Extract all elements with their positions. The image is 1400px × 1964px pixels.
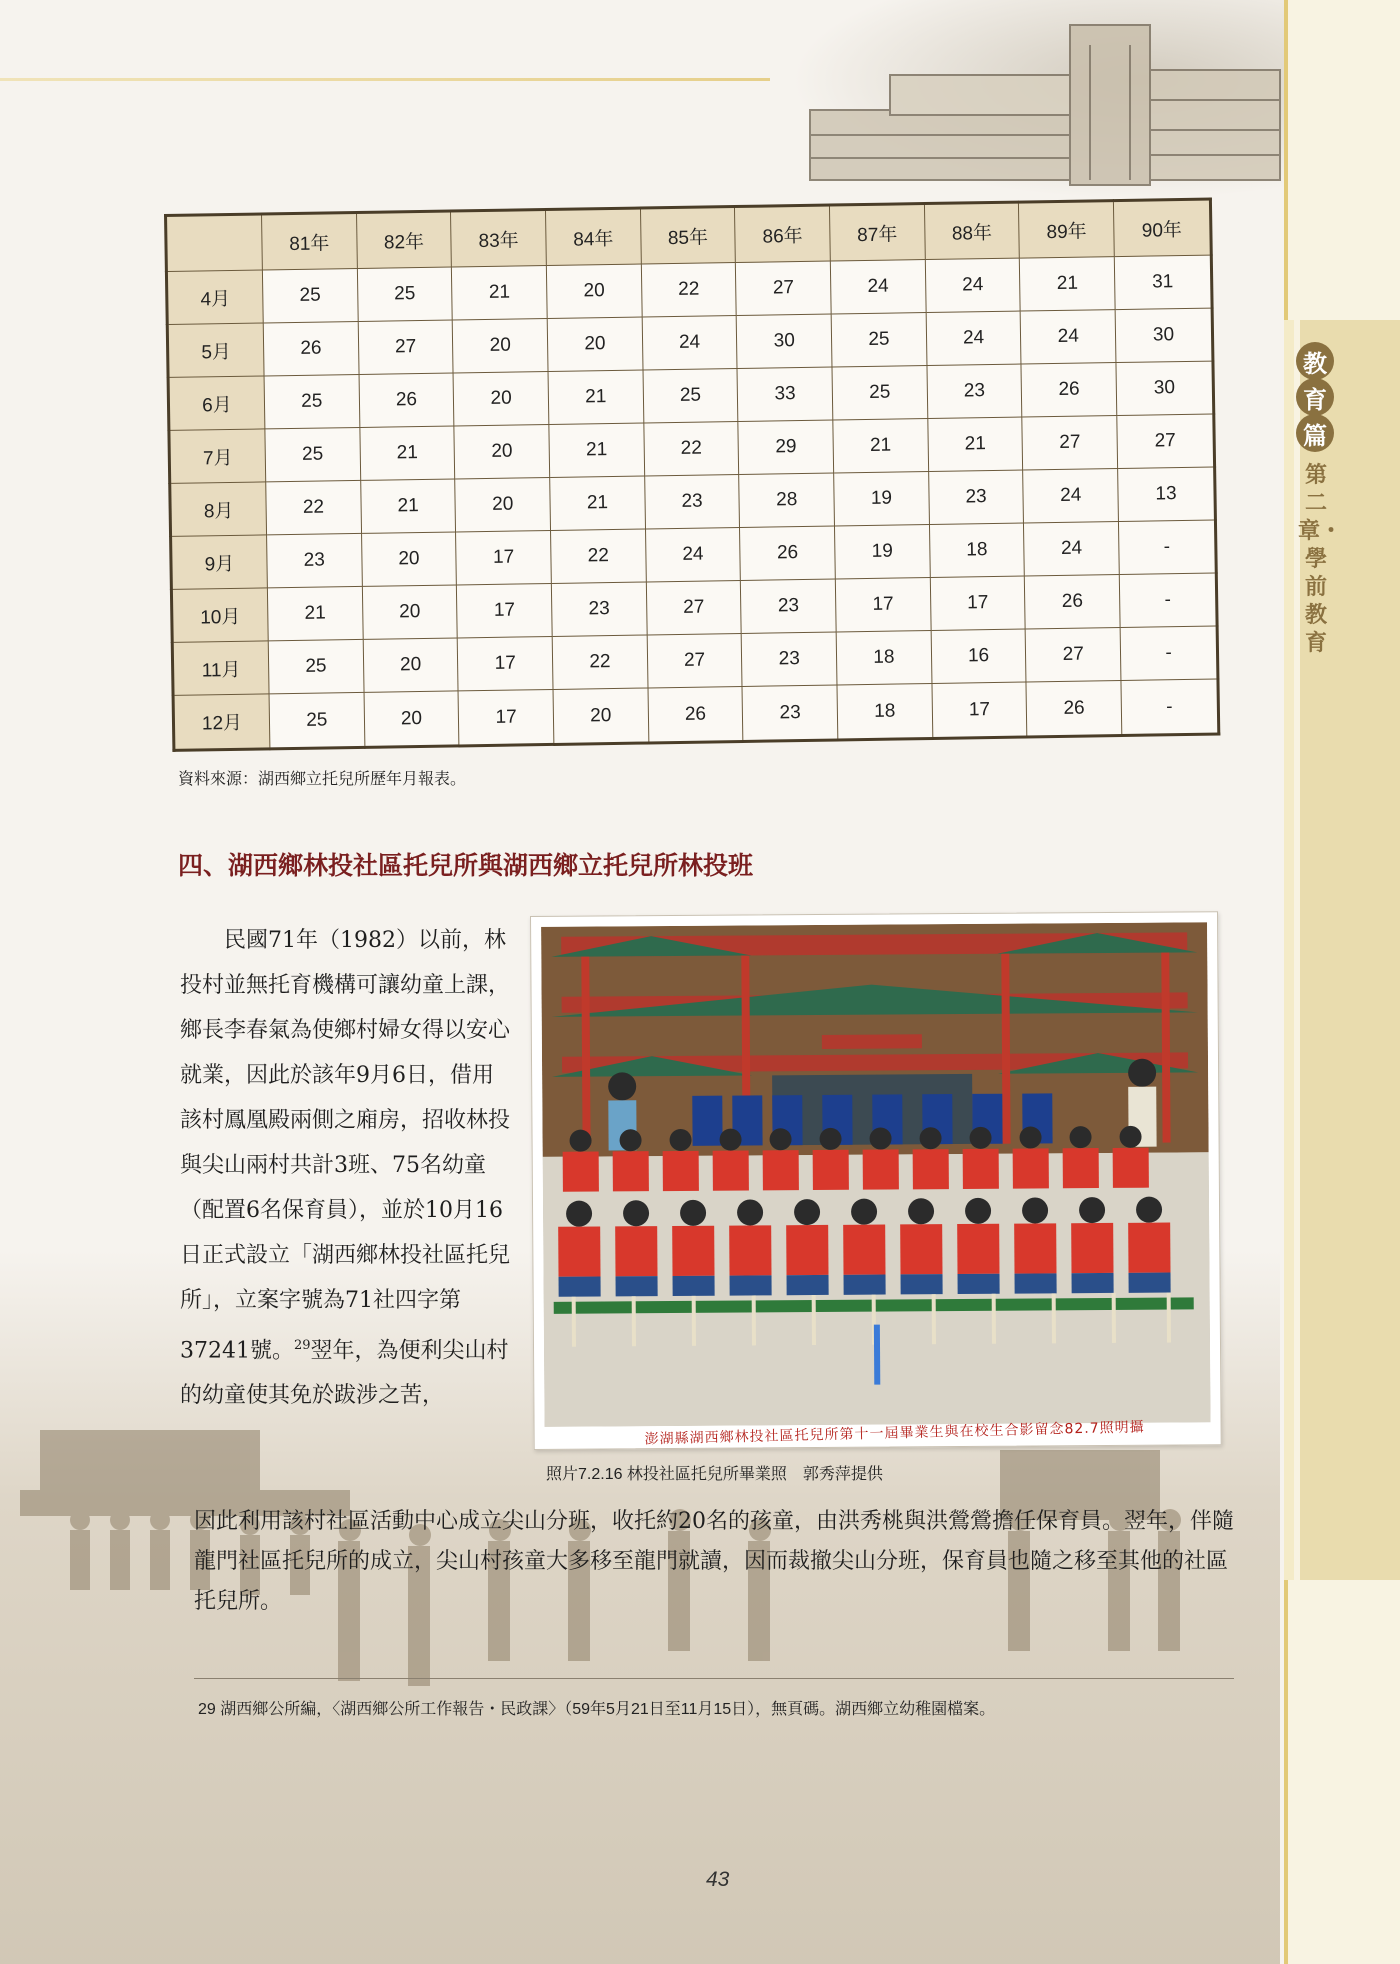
table-cell: 24 <box>1024 522 1119 576</box>
table-cell: 17 <box>930 576 1025 630</box>
table-cell: 25 <box>268 640 363 694</box>
body-text-part-2: 翌年，為便利尖山村的幼童使其免於跋涉之苦， <box>180 1338 509 1409</box>
photo-caption: 照片7.2.16 林投社區托兒所畢業照 郭秀萍提供 <box>546 1466 883 1483</box>
month-header: 7月 <box>169 429 266 484</box>
table-cell: 24 <box>830 260 925 314</box>
table-cell: 30 <box>1116 361 1214 416</box>
right-sidebar <box>1284 0 1400 1964</box>
table-cell: 28 <box>739 473 834 527</box>
table-cell: 24 <box>642 316 737 370</box>
table-cell: 26 <box>263 321 358 375</box>
month-header: 4月 <box>166 270 263 325</box>
table-cell: 17 <box>932 682 1028 738</box>
table-cell: 27 <box>646 581 741 635</box>
table-cell: 29 <box>738 420 833 474</box>
table-cell: 22 <box>552 635 647 689</box>
table-cell: 21 <box>550 476 645 530</box>
table-cell: 27 <box>358 320 453 374</box>
table-cell: 20 <box>453 372 548 426</box>
table-cell: 20 <box>547 317 642 371</box>
body-full-width-text <box>194 1502 1244 1622</box>
table-cell: 17 <box>456 531 551 585</box>
footnote-rule <box>194 1678 1234 1679</box>
table-cell: 17 <box>835 578 930 632</box>
table-cell: 24 <box>1021 310 1116 364</box>
body-text-part-1: 民國71年（1982）以前，林投村並無托育機構可讓幼童上課，鄉長李春氣為使鄉村婦女得以安心就業，因此於該年9月6日，借用該村鳳凰殿兩側之廂房，招收林投與尖山兩村共計3班、75名幼童（配置6名保育員），並於10月16日正式設立「湖西鄉林投社區托兒所」，立案字號為71社四字第37241號。 <box>180 928 511 1364</box>
month-header: 8月 <box>170 482 267 537</box>
table-cell: 30 <box>737 314 832 368</box>
table-cell: - <box>1118 520 1216 575</box>
table-cell: 26 <box>1026 681 1122 737</box>
table-cell: 23 <box>741 579 836 633</box>
footnote-number: 29 <box>198 1701 216 1718</box>
table-source-note: 資料來源：湖西鄉立托兒所歷年月報表。 <box>178 771 467 788</box>
table-cell: 26 <box>359 373 454 427</box>
header-rule <box>0 78 770 81</box>
sidebar-circle-pian: 篇 <box>1296 414 1334 452</box>
table-cell: 24 <box>925 258 1020 312</box>
year-header: 85年 <box>640 207 736 264</box>
month-header: 9月 <box>171 535 268 590</box>
table-cell: 19 <box>834 472 929 526</box>
body-paragraph-continued: 因此利用該村社區活動中心成立尖山分班，收托約20名的孩童，由洪秀桃與洪鶯鶯擔任保育員。翌年，伴隨龍門社區托兒所的成立，尖山村孩童大多移至龍門就讀，因而裁撤尖山分班，保育員也隨之移至其他的社區托兒所。 <box>194 1509 1234 1614</box>
graduation-photo <box>530 911 1222 1450</box>
table-cell: 25 <box>269 693 365 749</box>
table-cell: 27 <box>736 261 831 315</box>
year-header: 83年 <box>451 210 547 267</box>
table-cell: 23 <box>742 685 838 741</box>
table-cell: 21 <box>833 419 928 473</box>
table-cell: 13 <box>1118 467 1216 522</box>
enrollment-table <box>164 198 1220 752</box>
table-corner <box>166 214 263 272</box>
header-building-photo <box>790 0 1290 200</box>
table-cell: 24 <box>926 311 1021 365</box>
table-cell: 18 <box>929 523 1024 577</box>
table-cell: 17 <box>458 637 553 691</box>
month-header: 12月 <box>173 694 270 750</box>
table-cell: 20 <box>453 319 548 373</box>
table-cell: 20 <box>454 425 549 479</box>
table-cell: 20 <box>553 688 649 744</box>
table-cell: 30 <box>1115 308 1213 363</box>
graduation-photo-illustration <box>541 922 1210 1427</box>
month-header: 11月 <box>172 641 269 696</box>
table-cell: 21 <box>360 426 455 480</box>
table-cell: 26 <box>648 687 744 743</box>
photo-banner-text: 澎湖縣湖西鄉林投社區托兒所第十一屆畢業生與在校生合影留念82.7照明攝 <box>644 1419 1145 1448</box>
table-cell: 25 <box>262 268 357 322</box>
enrollment-table-wrapper <box>164 198 1222 754</box>
year-header: 84年 <box>545 208 641 265</box>
year-header: 89年 <box>1019 201 1115 258</box>
table-cell: 27 <box>1117 414 1215 469</box>
table-cell: 20 <box>362 585 457 639</box>
table-cell: 20 <box>364 691 460 747</box>
year-header: 86年 <box>735 205 831 262</box>
table-cell: - <box>1120 626 1218 681</box>
table-cell: 22 <box>644 422 739 476</box>
table-cell: 25 <box>832 366 927 420</box>
sidebar-chapter-title: 第二章・學前教育 <box>1298 463 1343 656</box>
page-number: 43 <box>706 1868 730 1891</box>
table-cell: 27 <box>1026 628 1121 682</box>
body-column-text <box>180 918 510 1418</box>
table-cell: 25 <box>831 313 926 367</box>
section-title: 四、湖西鄉林投社區托兒所與湖西鄉立托兒所林投班 <box>178 851 754 880</box>
table-cell: 21 <box>1020 257 1115 311</box>
footnote <box>198 1696 995 1719</box>
table-cell: 26 <box>740 526 835 580</box>
building-illustration <box>790 0 1290 200</box>
table-cell: 21 <box>548 370 643 424</box>
table-cell: 22 <box>641 263 736 317</box>
chapter-tab-accent <box>1284 320 1294 1580</box>
table-cell: - <box>1119 573 1217 628</box>
table-cell: 31 <box>1114 255 1212 310</box>
table-cell: 21 <box>360 479 455 533</box>
table-cell: 17 <box>457 584 552 638</box>
table-cell: 23 <box>927 364 1022 418</box>
table-cell: 20 <box>361 532 456 586</box>
body-paragraph <box>180 918 510 1418</box>
month-header: 6月 <box>168 376 265 431</box>
year-header: 82年 <box>356 211 452 268</box>
table-cell: 18 <box>836 631 931 685</box>
table-cell: 17 <box>458 690 554 746</box>
table-cell: 25 <box>264 374 359 428</box>
year-header: 87年 <box>829 204 925 261</box>
table-cell: 21 <box>452 266 547 320</box>
table-cell: 23 <box>267 534 362 588</box>
table-cell: 26 <box>1021 363 1116 417</box>
table-cell: 21 <box>267 587 362 641</box>
table-cell: 26 <box>1025 575 1120 629</box>
table-cell: 20 <box>455 478 550 532</box>
table-cell: 23 <box>928 470 1023 524</box>
table-cell: 25 <box>643 369 738 423</box>
table-cell: 21 <box>549 423 644 477</box>
table-cell: 27 <box>1022 416 1117 470</box>
table-cell: 19 <box>835 525 930 579</box>
table-cell: 21 <box>928 417 1023 471</box>
table-cell: 23 <box>742 632 837 686</box>
table-cell: 22 <box>266 481 361 535</box>
table-cell: 27 <box>647 634 742 688</box>
table-cell: 22 <box>551 529 646 583</box>
sidebar-circle-edu: 教 <box>1296 342 1334 380</box>
table-cell: 20 <box>546 264 641 318</box>
month-header: 5月 <box>167 323 264 378</box>
table-cell: 25 <box>265 428 360 482</box>
year-header: 81年 <box>262 212 358 269</box>
table-cell: 25 <box>357 267 452 321</box>
sidebar-circle-yu: 育 <box>1296 378 1334 416</box>
footnote-text: 湖西鄉公所編，〈湖西鄉公所工作報告・民政課〉（59年5月21日至11月15日），無頁碼。湖西鄉立幼稚園檔案。 <box>220 1701 996 1718</box>
table-cell: 16 <box>931 629 1026 683</box>
footnote-ref[interactable]: 29 <box>294 1338 311 1353</box>
table-cell: 20 <box>363 638 458 692</box>
year-header: 88年 <box>924 202 1020 259</box>
table-cell: 24 <box>645 528 740 582</box>
table-body <box>166 255 1218 750</box>
table-cell: 33 <box>737 367 832 421</box>
background-crowd-illustration <box>0 1370 1280 1964</box>
table-cell: - <box>1121 679 1219 735</box>
table-cell: 24 <box>1023 469 1118 523</box>
year-header: 90年 <box>1113 199 1211 257</box>
table-cell: 18 <box>837 684 933 740</box>
table-cell: 23 <box>644 475 739 529</box>
table-cell: 23 <box>551 582 646 636</box>
month-header: 10月 <box>171 588 268 643</box>
